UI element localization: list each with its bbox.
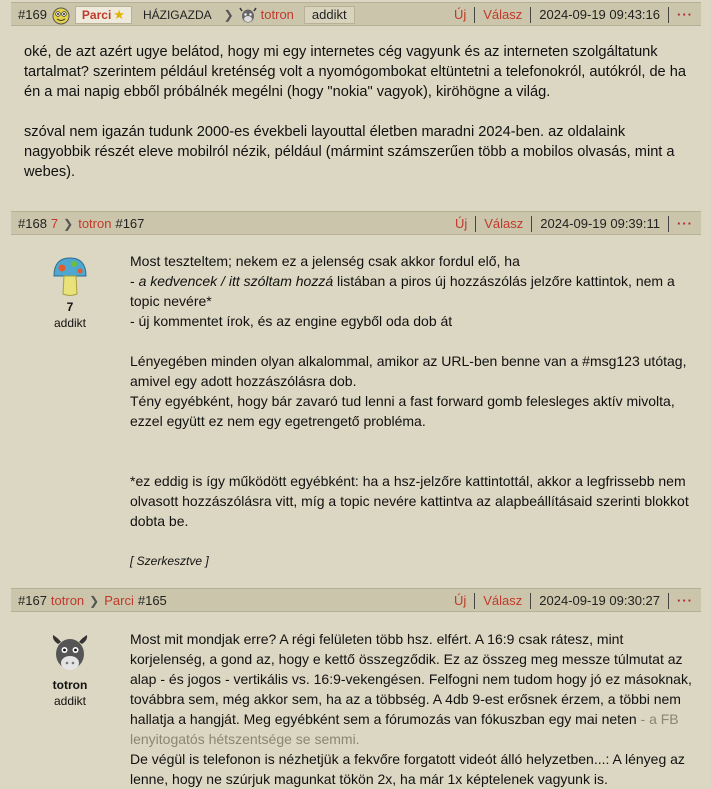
role-badge: HÁZIGAZDA xyxy=(142,8,212,22)
more-options-icon[interactable]: ··· xyxy=(677,216,693,231)
post-paragraph xyxy=(130,629,695,749)
post-header xyxy=(11,588,701,612)
chevron-right-icon: ❯ xyxy=(223,8,234,22)
edited-note: [ Szerkesztve ] xyxy=(130,554,209,568)
post-number[interactable]: #168 xyxy=(18,216,47,231)
post-paragraph: oké, de azt azért ugye belátod, hogy mi egy internetes cég vagyunk és az interneten szolgáltatunk tartalmat? szerintem például kreténség volt a nyomógombokat eltüntetni a telefonokról, autókról, de ha én a mai napig ebből próbálnék megélni (hogy "nokia" vagyok), kiröhögne a világ. xyxy=(24,44,686,100)
new-link[interactable]: Új xyxy=(454,216,468,231)
new-link[interactable]: Új xyxy=(453,593,467,608)
divider xyxy=(668,7,669,23)
cow-avatar-icon xyxy=(239,6,257,24)
more-options-icon[interactable]: ··· xyxy=(677,7,693,22)
divider xyxy=(475,216,476,232)
chevron-right-icon: ❯ xyxy=(89,594,100,608)
reply-link[interactable]: Válasz xyxy=(483,593,523,608)
post-body xyxy=(24,42,694,182)
post-number[interactable]: #169 xyxy=(18,7,47,22)
more-options-icon[interactable]: ··· xyxy=(677,593,693,608)
mushroom-avatar-icon[interactable] xyxy=(50,254,90,298)
username[interactable]: totron xyxy=(50,593,85,608)
muted-text: - a FB lenyitogatós hétszentsége se semmi. xyxy=(130,711,679,747)
post-paragraph: - új kommentet írok, és az engine egyből oda dob át xyxy=(130,313,453,329)
rank-badge: addikt xyxy=(304,6,355,24)
reply-link[interactable]: Válasz xyxy=(483,7,523,22)
post-paragraph xyxy=(130,271,695,311)
username[interactable]: 7 xyxy=(50,216,59,231)
reply-to-number[interactable]: #165 xyxy=(137,593,167,608)
divider xyxy=(530,593,531,609)
text: Most mit mondjak erre? A régi felületen több hsz. elfért. A 16:9 csak rátesz, mint korjelenség, a gond az, hogy e kettő összegződik. Ez az összeg meg messze túlmutat az alap - és jogos - vertikális vs. 16:9-vekengésen. Felfogni nem tudom hogy jó ez másoknak, továbbra sem, még akkor sem, ha az a többség. A 4db 9-est erősnek érzem, a többi nem hallatja a hangját. Meg egyébként sem a fórumozás van fókuszban egy mai neten xyxy=(130,631,692,727)
post-date: 2024-09-19 09:39:11 xyxy=(540,216,660,231)
new-link[interactable]: Új xyxy=(453,7,467,22)
divider xyxy=(668,593,669,609)
divider xyxy=(474,7,475,23)
author-name[interactable]: 7 xyxy=(66,300,74,314)
post-paragraph: Most teszteltem; nekem ez a jelenség csak akkor fordul elő, ha xyxy=(130,253,520,269)
text: listában a piros új hozzászólás jelzőre kattintok, nem a topic nevére* xyxy=(130,273,675,309)
post-author xyxy=(25,632,115,708)
post-paragraph: De végül is telefonon is nézhetjük a fekvőre forgatott videót álló helyzetben...: A lényeg az lenne, hogy ne szúrjuk magunkat tökön 2x, ha már 1x képtelenek vagyunk is. xyxy=(130,751,685,787)
post-date: 2024-09-19 09:30:27 xyxy=(539,593,660,608)
reply-to-user[interactable]: Parci xyxy=(104,593,134,608)
author-rank: addikt xyxy=(53,694,87,708)
smiley-avatar-icon xyxy=(51,5,71,25)
star-icon: ★ xyxy=(113,7,125,22)
text: - xyxy=(130,273,139,289)
post-content xyxy=(130,251,695,571)
post-author xyxy=(25,254,115,330)
divider xyxy=(668,216,669,232)
author-name[interactable]: totron xyxy=(52,678,88,692)
divider xyxy=(474,593,475,609)
post-paragraph: szóval nem igazán tudunk 2000-es évekbeli layouttal életben maradni 2024-ben. az oldalaink nagyobbik részét eleve mobilról nézik, például (mármint számszerűen több a mobilos olvasás, mint a webes). xyxy=(24,124,675,180)
chevron-right-icon: ❯ xyxy=(63,217,74,231)
reply-to-number[interactable]: #167 xyxy=(115,216,145,231)
post-header xyxy=(11,211,701,235)
reply-link[interactable]: Válasz xyxy=(484,216,524,231)
italic-text: a kedvencek / itt szóltam hozzá xyxy=(138,273,334,289)
post-paragraph: Lényegében minden olyan alkalommal, amikor az URL-ben benne van a #msg123 utótag, amivel egy adott hozzászólásra dob. xyxy=(130,353,687,389)
post-paragraph: Tény egyébként, hogy bár zavaró tud lenni a fast forward gomb felesleges aktív mivolta, ezzel együtt ez nem egy egetrengető probléma. xyxy=(130,393,675,429)
user-badge-parci[interactable] xyxy=(75,6,132,24)
reply-to-user[interactable]: totron xyxy=(78,216,112,231)
post-content xyxy=(130,629,695,789)
author-rank: addikt xyxy=(53,316,87,330)
divider xyxy=(530,7,531,23)
post-date: 2024-09-19 09:43:16 xyxy=(539,7,660,22)
cow-avatar-icon[interactable] xyxy=(50,632,90,676)
reply-to-user[interactable]: totron xyxy=(260,7,294,22)
post-number[interactable]: #167 xyxy=(18,593,47,608)
post-paragraph: *ez eddig is így működött egyébként: ha a hsz-jelzőre kattintottál, akkor a legfrissebb nem olvasott hozzászólásra vitt, míg a topic nevére kattintva az alapbeállításaid szerinti blokkot dobta be. xyxy=(130,473,689,529)
divider xyxy=(531,216,532,232)
post-header xyxy=(11,2,701,26)
username[interactable]: Parci xyxy=(81,8,112,22)
